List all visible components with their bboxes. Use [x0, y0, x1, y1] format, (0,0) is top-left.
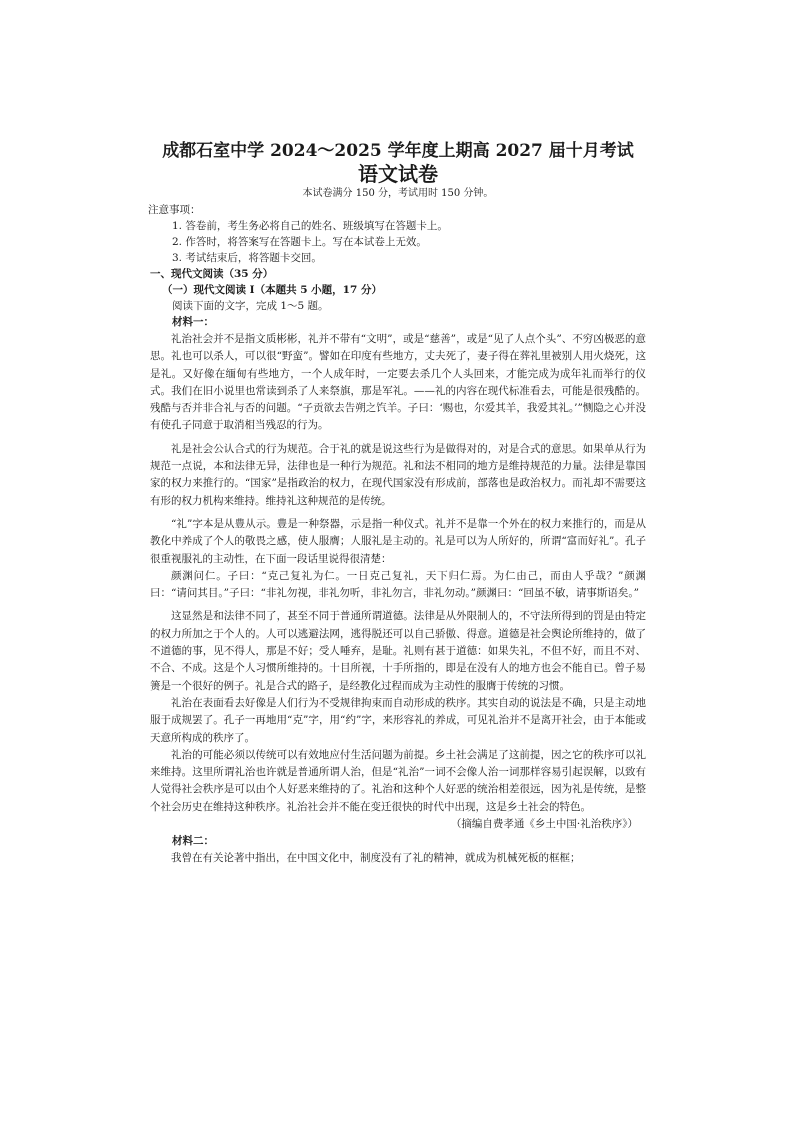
- material1-paragraph-3: “礼”字本是从豊从示。豊是一种祭器，示是指一种仪式。礼并不是靠一个外在的权力来推行的，而是从教化中养成了个人的敬畏之感，使人服膺；人服礼是主动的。礼是可以为人所好的，所谓“富而好礼”。孔子很重视服礼的主动性，在下面一段话里说得很清楚：: [150, 517, 646, 565]
- notice-item-2: 2. 作答时，将答案写在答题卡上。写在本试卷上无效。: [172, 236, 427, 248]
- subsection-title: （一）现代文阅读 I（本题共 5 小题，17 分）: [162, 284, 382, 296]
- section-title: 一、现代文阅读（35 分）: [150, 268, 274, 280]
- exam-page: [150, 140, 646, 867]
- exam-meta: 本试卷满分 150 分，考试用时 150 分钟。: [302, 188, 494, 199]
- notice-heading: 注意事项：: [148, 204, 201, 216]
- material1-source: （摘编自费孝通《乡土中国·礼治秩序》）: [450, 818, 638, 831]
- material2-label: 材料二：: [172, 835, 214, 848]
- material1-paragraph-5: 这显然是和法律不同了，甚至不同于普通所谓道德。法律是从外限制人的，不守法所得到的罚是由特定的权力所加之于个人的。人可以逃避法网，逃得脱还可以自己骄傲、得意。道德是社会舆论所维持的，做了不道德的事，见不得人，那是不好；受人唾弃，是耻。礼则有甚于道德：如果失礼，不但不好，而且不对、不合、不成。这是个人习惯所维持的。十目所视，十手所指的，即是在没有人的地方也会不能自已。曾子易箦是一个很好的例子。礼是合式的路子，是经教化过程而成为主动性的服膺于传统的习惯。: [150, 610, 646, 692]
- notice-item-3: 3. 考试结束后，将答题卡交回。: [172, 252, 322, 264]
- exam-subtitle: 语文试卷: [358, 162, 438, 186]
- material2-paragraph-1: 我曾在有关论著中指出，在中国文化中，制度没有了礼的精神，就成为机械死板的框框；: [171, 852, 581, 865]
- material1-paragraph-4: 颜渊问仁。子曰：“克己复礼为仁。一日克己复礼，天下归仁焉。为仁由己，而由人乎哉？”颜渊曰：“请问其目。”子曰：“非礼勿视，非礼勿听，非礼勿言，非礼勿动。”颜渊曰：“回虽不敏，请事斯语矣。”: [150, 569, 646, 600]
- material1-paragraph-7: 礼治的可能必须以传统可以有效地应付生活问题为前提。乡土社会满足了这前提，因之它的秩序可以礼来维持。这里所谓礼治也许就是普通所谓人治，但是“礼治”一词不会像人治一词那样容易引起误解，以致有人觉得社会秩序是可以由个人好恶来维持的了。礼治和这种个人好恶的统治相差很远，因为礼是传统，是整个社会历史在维持这种秩序。礼治社会并不能在变迁很快的时代中出现，这是乡土社会的特色。: [150, 748, 646, 813]
- material1-label: 材料一：: [172, 316, 214, 328]
- exam-title: 成都石室中学 2024～2025 学年度上期高 2027 届十月考试: [162, 141, 634, 161]
- material1-paragraph-6: 礼治在表面看去好像是人们行为不受规律拘束而自动形成的秩序。其实自动的说法是不确，只是主动地服于成规罢了。孔子一再地用“克”字，用“约”字，来形容礼的养成，可见礼治并不是离开社会，由于本能或天意所构成的秩序了。: [150, 696, 646, 744]
- material1-paragraph-1: 礼治社会并不是指文质彬彬，礼并不带有“文明”，或是“慈善”，或是“见了人点个头”、不穷凶极恶的意思。礼也可以杀人，可以很“野蛮”。譬如在印度有些地方，丈夫死了，妻子得在葬礼里被别人用火烧死，这是礼。又好像在缅甸有些地方，一个人成年时，一定要去杀几个人头回来，才能完成为成年礼而举行的仪式。我们在旧小说里也常读到杀了人来祭旗，那是军礼。——礼的内容在现代标准看去，可能是很残酷的。残酷与否并非合礼与否的问题。“子贡欲去告朔之饩羊。子曰：‘赐也，尔爱其羊，我爱其礼。’”恻隐之心并没有使孔子同意于取消相当残忍的行为。: [150, 333, 646, 432]
- material1-paragraph-2: 礼是社会公认合式的行为规范。合于礼的就是说这些行为是做得对的，对是合式的意思。如果单从行为规范一点说，本和法律无异，法律也是一种行为规范。礼和法不相同的地方是维持规范的力量。法律是靠国家的权力来推行的。“国家”是指政治的权力，在现代国家没有形成前，部落也是政治权力。而礼却不需要这有形的权力机构来维持。维持礼这种规范的是传统。: [150, 442, 646, 507]
- reading-instruction: 阅读下面的文字，完成 1～5 题。: [172, 300, 329, 312]
- notice-item-1: 1. 答卷前，考生务必将自己的姓名、班级填写在答题卡上。: [172, 220, 448, 232]
